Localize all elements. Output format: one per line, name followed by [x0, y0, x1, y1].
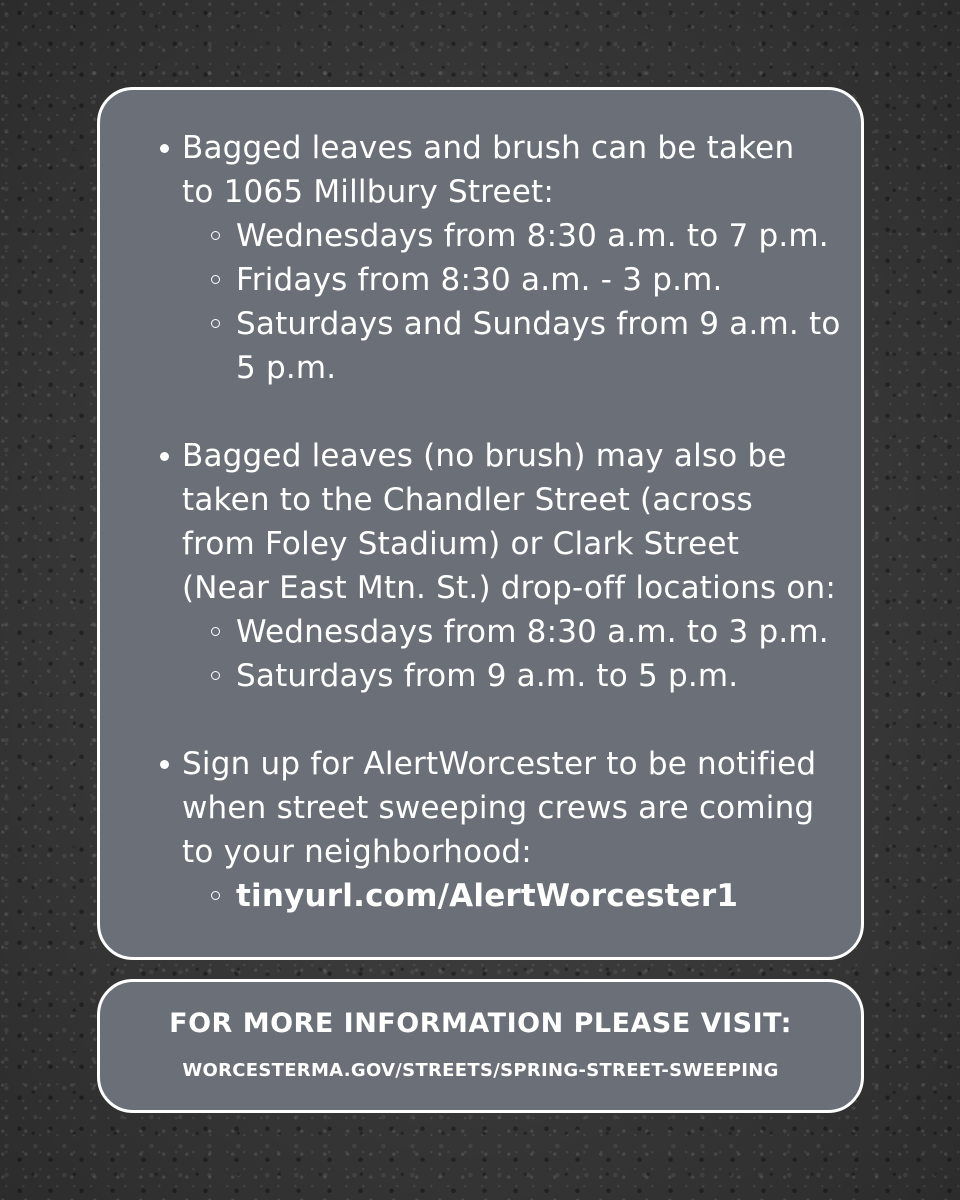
hollow-bullet-icon	[211, 231, 220, 240]
sub-item-line: Saturdays and Sundays from 9 a.m. to	[236, 306, 841, 342]
list-item	[160, 302, 841, 390]
drop-off-locations-section	[160, 434, 841, 698]
alert-bullet	[160, 742, 841, 874]
bullet-line: to your neighborhood:	[182, 834, 532, 870]
drop-off-hours-list	[160, 610, 841, 698]
alert-worcester-link[interactable]: tinyurl.com/AlertWorcester1	[236, 878, 739, 914]
millbury-bullet	[160, 126, 841, 214]
hollow-bullet-icon	[211, 627, 220, 636]
sub-item-line: Fridays from 8:30 a.m. - 3 p.m.	[236, 262, 723, 298]
millbury-street-section	[160, 126, 841, 390]
hollow-bullet-icon	[211, 671, 220, 680]
bullet-line: to 1065 Millbury Street:	[182, 174, 555, 210]
drop-off-bullet	[160, 434, 841, 610]
alert-link-list	[160, 874, 841, 918]
hollow-bullet-icon	[211, 275, 220, 284]
hollow-bullet-icon	[211, 319, 220, 328]
list-item	[160, 610, 841, 654]
more-info-heading: FOR MORE INFORMATION PLEASE VISIT:	[169, 1008, 792, 1039]
list-item	[160, 258, 841, 302]
bullet-line: Bagged leaves (no brush) may also be	[182, 438, 787, 474]
millbury-hours-list	[160, 214, 841, 390]
list-item	[160, 214, 841, 258]
more-info-panel	[97, 979, 864, 1113]
info-panel	[97, 87, 864, 960]
bullet-line: taken to the Chandler Street (across	[182, 482, 753, 518]
bullet-line: from Foley Stadium) or Clark Street	[182, 526, 740, 562]
bullet-line: when street sweeping crews are coming	[182, 790, 815, 826]
sub-item-line: 5 p.m.	[236, 350, 337, 386]
sub-item-line: Saturdays from 9 a.m. to 5 p.m.	[236, 658, 739, 694]
bullet-line: (Near East Mtn. St.) drop-off locations on:	[182, 570, 837, 606]
list-item[interactable]	[160, 874, 841, 918]
bullet-line: Bagged leaves and brush can be taken	[182, 130, 795, 166]
more-info-url[interactable]: WORCESTERMA.GOV/STREETS/SPRING-STREET-SWEEPING	[182, 1060, 779, 1081]
sub-item-line: Wednesdays from 8:30 a.m. to 3 p.m.	[236, 614, 829, 650]
bullet-line: Sign up for AlertWorcester to be notified	[182, 746, 817, 782]
list-item	[160, 654, 841, 698]
bullet-dot-icon	[160, 760, 169, 769]
hollow-bullet-icon	[211, 891, 220, 900]
bullet-dot-icon	[160, 144, 169, 153]
sub-item-line: Wednesdays from 8:30 a.m. to 7 p.m.	[236, 218, 829, 254]
bullet-dot-icon	[160, 452, 169, 461]
alert-worcester-section	[160, 742, 841, 918]
